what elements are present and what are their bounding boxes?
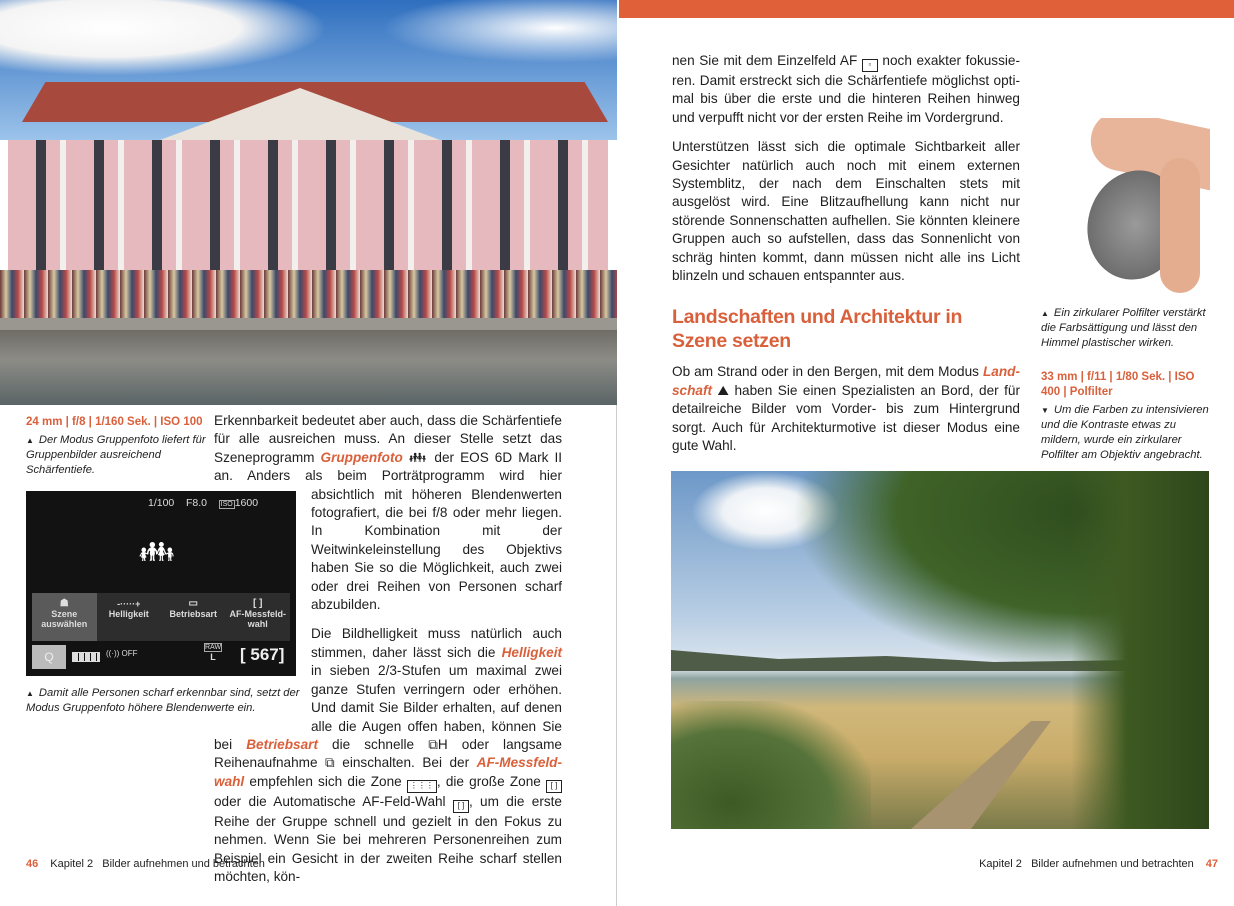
landscape-exif: 33 mm | f/11 | 1/80 Sek. | ISO 400 | Polfilter: [1041, 371, 1195, 398]
paragraph: Die Bildhelligkeit muss natürlich auch stimmen, daher lässt sich die Helligkeit in sieben 2/3-Stufen um maximal zwei ganze Stufen verringern oder erhöhen. Und damit Sie Bilder erhalten, auf denen alle die Augen offen haben, können Sie bei Betriebsart die schnelle ⧉H oder langsame Reihenaufnahme ⧉ einschalten. Bei der AF-Messfeldwahl empfehlen sich die Zone ⋮⋮⋮ , die große Zone [ ] oder die Automatische AF-Feld-Wahl [ ] , um die erste Reihe der Gruppe schnell und gezielt in den Fokus zu nehmen. Wenn Sie bei mehreren Personenreihen zum Beispiel ein Gesicht in der zweiten Reihe scharf stellen möchten, kön-: [214, 626, 562, 884]
left-footer: 46 Kapitel 2 Bilder aufnehmen und betrachten: [26, 858, 265, 870]
palace-group-photo: [0, 0, 617, 405]
left-body-text: [214, 412, 562, 897]
cam-iso: 1600: [234, 497, 259, 509]
right-footer: Kapitel 2 Bilder aufnehmen und betrachten 47: [979, 858, 1218, 870]
paragraph: Ob am Strand oder in den Bergen, mit dem Modus Landschaft ⛰ haben Sie einen Spezialisten an Bord, der für detailreiche Bilder vom Vorder- bis zum Hintergrund sorgt. Auch für Architekturmotive ist dieser Modus eine gute Wahl.: [672, 364, 1021, 454]
single-point-af-icon: ▫: [862, 59, 878, 72]
cam-aperture: F8.0: [185, 497, 207, 509]
group-icon: 👪︎: [408, 449, 429, 465]
landscape-icon: ⛰: [717, 382, 729, 398]
auto-af-icon: [ ]: [453, 800, 469, 813]
large-zone-af-icon: [ ]: [546, 780, 562, 793]
photo-exif: 24 mm | f/8 | 1/160 Sek. | ISO 100: [26, 416, 203, 428]
filter-caption: ▲ Ein zirkularer Polfilter verstärkt die Farbsättigung und lässt den Himmel plastischer wirken.: [1041, 307, 1206, 349]
burst-low-icon: ⧉: [325, 755, 335, 771]
zone-af-icon: ⋮⋮⋮: [407, 780, 437, 793]
burst-high-icon: ⧉H: [428, 736, 448, 752]
triangle-up-icon: ▲: [26, 689, 34, 698]
landscape-photo: [671, 471, 1209, 829]
camera-caption: ▲ Damit alle Personen scharf erkennbar sind, setzt der Modus Gruppenfoto höhere Blendenwerte ein.: [26, 687, 300, 714]
polarizer-filter-photo: [1040, 118, 1210, 296]
paragraph: Erkennbarkeit bedeutet aber auch, dass die Schärfentiefe für alle ausreichen muss. An dieser Stelle setzt das Szeneprogramm Gruppenfoto 👪︎ der EOS 6D Mark II an. Anders als beim Porträtprogramm wird hier absichtlich mit höheren Blendenwerten fotografiert, die bei f/8 oder mehr liegen. In Kombination mit der Weitwinkeleinstellung des Objektivs haben Sie so die Möglichkeit, auch zwei oder drei Reihen von Personen scharf abzubilden.: [214, 413, 562, 613]
right-page: [619, 0, 1234, 906]
triangle-down-icon: ▼: [1041, 406, 1049, 415]
group-mode-icon: 👪︎: [139, 536, 175, 567]
right-body-text: [672, 52, 1020, 467]
shots-remaining: [ 567]: [240, 645, 285, 664]
battery-icon: [72, 652, 100, 662]
triangle-up-icon: ▲: [1041, 309, 1049, 318]
section-heading: Landschaften und Architektur in Szene setzen: [672, 306, 963, 353]
paragraph: Unterstützen lässt sich die optimale Sichtbarkeit aller Gesichter natürlich auch noch mit einem externen Systemblitz, der nach dem Einschalten stets mit ausgelöst wird. Eine Blitzaufhellung kann nicht nur störende Sonnenschatten aufhellen. Sie könnten kleinere Gruppen auch so aufstellen, dass das Sonnenlicht von schräg hinten kommt, dann müssen nicht alle ins Licht blinzeln und schauen entspannter aus.: [672, 139, 1020, 284]
menu-drive[interactable]: ▭ Betriebsart: [169, 598, 218, 619]
q-button[interactable]: Q: [32, 645, 66, 669]
image-quality: RAW L: [205, 644, 222, 662]
paragraph: nen Sie mit dem Einzelfeld AF ▫ noch exakter fokussieren. Damit erstreckt sich die Schärfentiefe möglichst optimal bis über die erste und die hinteren Reihen hinweg und verpufft nicht vor der ersten Reihe im Vordergrund.: [672, 53, 1021, 125]
cam-iso-label: ISO: [220, 501, 233, 508]
menu-af[interactable]: [ ] AF-Messfeld-wahl: [229, 598, 286, 629]
photo-caption: ▲ Der Modus Gruppenfoto liefert für Gruppenbilder ausreichend Schärfentiefe.: [26, 434, 206, 476]
menu-scene[interactable]: ☗ Szene auswählen: [32, 593, 97, 641]
landscape-caption: ▼ Um die Farben zu intensivieren und die Kontraste etwas zu mildern, wurde ein zirkularer Polfilter am Objektiv angebracht.: [1041, 404, 1209, 461]
menu-brightness[interactable]: -·····+ Helligkeit: [108, 599, 149, 619]
wifi-status: ((·)) OFF: [106, 649, 138, 658]
cam-shutter: 1/100: [148, 497, 175, 509]
triangle-up-icon: ▲: [26, 436, 34, 445]
accent-bar: [619, 0, 1234, 18]
